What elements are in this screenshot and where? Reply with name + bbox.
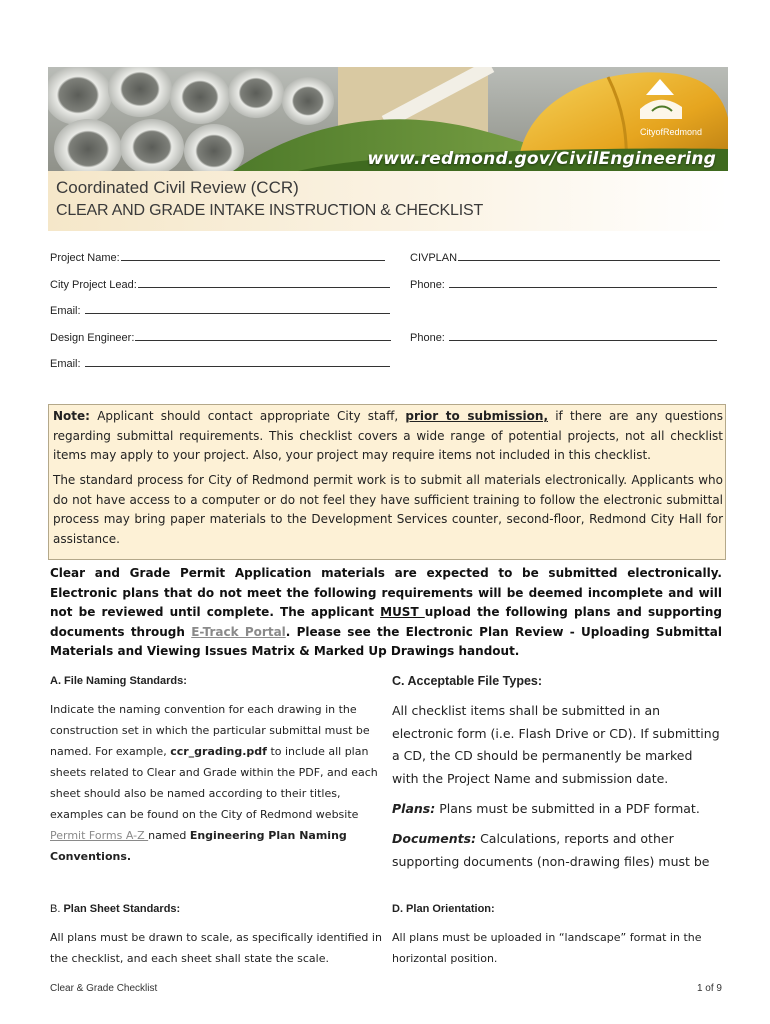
instructions-text-c: . Please see the Electronic Plan Review - Uploading Submittal Materials and Viewing Issues Matrix & Marked Up Drawings handout. — [50, 624, 723, 658]
plans-label: Plans: — [392, 801, 436, 816]
footer-title: Clear & Grade Checklist — [50, 983, 158, 994]
city-logo-text: CityofRedmond — [639, 127, 702, 137]
section-b-title: Plan Sheet Standards: — [63, 903, 181, 915]
phone-line-2[interactable] — [449, 330, 717, 341]
design-engineer-field[interactable] — [50, 330, 391, 344]
project-name-line[interactable] — [121, 250, 385, 261]
section-d-heading: D. Plan Orientation: — [392, 903, 495, 915]
design-engineer-label: Design Engineer: — [50, 332, 135, 344]
section-b-prefix: B. — [50, 903, 64, 915]
section-b-text: All plans must be drawn to scale, as specifically identified in the checklist, and each sheet shall state the scale. — [50, 931, 382, 965]
section-c-documents — [392, 828, 722, 873]
design-engineer-line[interactable] — [135, 330, 391, 341]
section-c-heading: C. Acceptable File Types: — [392, 674, 543, 688]
section-a-heading: A. File Naming Standards: — [50, 675, 187, 687]
note-text-a: Applicant should contact appropriate City staff, — [89, 409, 406, 423]
section-b-heading — [50, 903, 180, 915]
instructions-text-b: upload the following plans and supporting documents through — [50, 605, 722, 639]
project-name-field[interactable] — [50, 250, 385, 264]
note-label: Note: — [53, 409, 90, 423]
banner-url: www.redmond.gov/CivilEngineering — [367, 149, 716, 169]
instructions-text-a: Clear and Grade Permit Application materials are expected to be submitted electronically. Electronic plans that do not meet the following requirements will be deemed incomplete and will not be reviewed until complete. The applicant — [50, 566, 722, 619]
civplan-line[interactable] — [458, 250, 720, 261]
email-label-1: Email: — [50, 305, 81, 317]
note-box — [48, 404, 726, 560]
section-a-text-2: to include all plan sheets related to Clear and Grade within the PDF, and each sheet should also be named according to their titles, examples can be found on the City of Redmond website — [50, 745, 378, 821]
email-label-2: Email: — [50, 358, 81, 370]
section-c-text: All checklist items shall be submitted in an electronic form (i.e. Flash Drive or CD). If submitting a CD, the CD should be permanently be marked with the Project Name and submission date. — [392, 703, 720, 786]
section-a-text-1: Indicate the naming convention for each drawing in the construction set in which the particular submittal must be named. For example, — [50, 703, 370, 758]
city-project-lead-label: City Project Lead: — [50, 279, 137, 291]
page-subtitle: CLEAR AND GRADE INTAKE INSTRUCTION & CHECKLIST — [56, 202, 484, 219]
documents-label: Documents: — [392, 831, 477, 846]
plans-text: Plans must be submitted in a PDF format. — [435, 801, 700, 816]
project-name-label: Project Name: — [50, 252, 120, 264]
city-project-lead-line[interactable] — [138, 277, 390, 288]
note-emphasis: prior to submission, — [405, 409, 548, 423]
header-banner — [48, 67, 728, 171]
phone-label-2: Phone: — [410, 332, 445, 344]
phone-line-1[interactable] — [449, 277, 717, 288]
email-field-1[interactable] — [50, 303, 390, 317]
permit-forms-link[interactable]: Permit Forms A-Z — [50, 829, 149, 842]
section-a-text-3: named — [148, 829, 190, 842]
etrack-portal-link[interactable]: E-Track Portal — [191, 624, 286, 639]
submission-instructions — [50, 564, 722, 662]
section-c-plans — [392, 798, 722, 821]
email-line-2[interactable] — [85, 356, 390, 367]
note-text-b: if there are any questions regarding submittal requirements. This checklist covers a wide range of potential projects, not all checklist items may apply to your project. Also, your project may require items not included in this checklist. — [53, 409, 723, 462]
example-filename: ccr_grading.pdf — [170, 745, 267, 758]
note-paragraph-1 — [53, 407, 723, 466]
email-line-1[interactable] — [85, 303, 390, 314]
naming-conventions-ref: Engineering Plan Naming Conventions. — [50, 829, 347, 863]
city-project-lead-field[interactable] — [50, 277, 390, 291]
section-d-text: All plans must be uploaded in “landscape” format in the horizontal position. — [392, 931, 702, 965]
page-title: Coordinated Civil Review (CCR) — [56, 178, 299, 197]
page-number: 1 of 9 — [696, 983, 722, 994]
must-emphasis: MUST — [380, 605, 425, 619]
email-field-2[interactable] — [50, 356, 390, 370]
civplan-label: CIVPLAN — [410, 252, 458, 264]
title-block — [48, 171, 728, 231]
phone-field-2[interactable] — [410, 330, 717, 344]
civplan-field[interactable] — [410, 250, 720, 264]
phone-field-1[interactable] — [410, 277, 717, 291]
documents-text: Calculations, reports and other supporting documents (non-drawing files) must be — [392, 831, 710, 869]
note-paragraph-2: The standard process for City of Redmond permit work is to submit all materials electronically. Applicants who do not have access to a computer or do not feel they have sufficient training to follow the electronic submittal process may bring paper materials to the Development Services counter, second-floor, Redmond City Hall for assistance. — [53, 473, 723, 546]
phone-label-1: Phone: — [410, 279, 445, 291]
section-a-text — [50, 699, 386, 867]
